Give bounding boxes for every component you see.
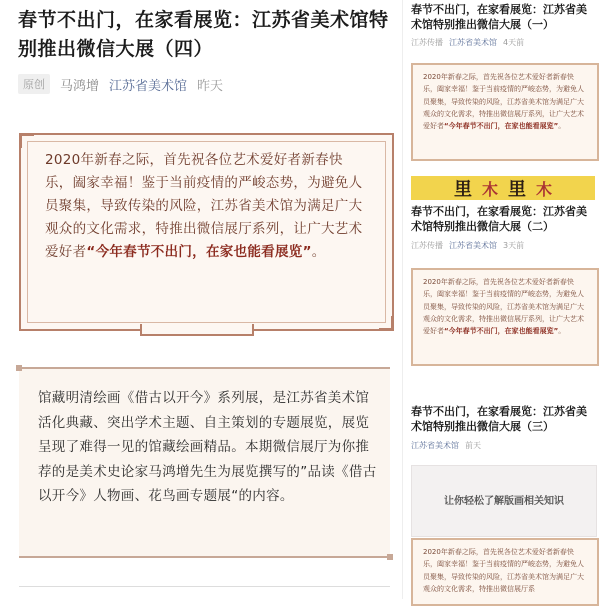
article-title: 春节不出门，在家看展览：江苏省美术馆特别推出微信大展（四）: [18, 9, 389, 60]
article-meta: [18, 73, 223, 95]
related-thumb-2[interactable]: [411, 268, 599, 366]
divider-dot: [16, 365, 22, 371]
paragraph-divider-top: [19, 367, 390, 369]
related-panel: [402, 0, 600, 599]
related-meta-1: 江苏传播 江苏省美术馆 4天前: [411, 38, 525, 47]
knowledge-label: 让你轻松了解版画相关知识: [444, 496, 564, 507]
divider-dot: [387, 554, 393, 560]
paragraph-divider-bottom: [19, 556, 390, 558]
article-paragraph: 馆藏明清绘画《借古以开今》系列展，是江苏省美术馆活化典藏、突出学术主题、自主策划的专题展览，展览呈现了难得一见的馆藏绘画精品。本期微信展厅为你推荐的是美术史论家马鸿增先生为展览撰写的”品读《借古以开今》人物画、花鸟画专题展“的内容。: [38, 390, 377, 504]
publish-time: 昨天: [197, 78, 224, 94]
original-badge: 原创: [18, 74, 50, 94]
bottom-divider: [19, 586, 390, 587]
account-link[interactable]: 江苏省美术馆: [109, 78, 188, 94]
knowledge-card[interactable]: [411, 465, 597, 537]
woodcut-banner[interactable]: 里 木 里 木: [411, 176, 595, 200]
related-title-1[interactable]: 春节不出门，在家看展览：江苏省美术馆特别推出微信大展（一）: [411, 3, 587, 31]
related-title-2[interactable]: 春节不出门，在家看展览：江苏省美术馆特别推出微信大展（二）: [411, 205, 587, 233]
related-title-3[interactable]: 春节不出门，在家看展览：江苏省美术馆特别推出微信大展（三）: [411, 405, 587, 433]
intro-frame-tab: [140, 324, 254, 336]
related-meta-3: 江苏省美术馆 前天: [411, 441, 481, 450]
intro-frame: [19, 133, 394, 331]
thumb-text: 2020年新春之际，首先祝各位艺术爱好者新春快乐，阖家幸福！鉴于当前疫情的严峻态势，为避免人员聚集，导致传染的风险，江苏省美术馆为满足广大观众的文化需求，特推出微信展厅系列，让广大艺术爱好者“今年春节不出门，在家也能看展览”。: [423, 278, 584, 336]
related-meta-2: 江苏传播 江苏省美术馆 3天前: [411, 241, 525, 250]
thumb-text: 2020年新春之际，首先祝各位艺术爱好者新春快乐，阖家幸福！鉴于当前疫情的严峻态势，为避免人员聚集，导致传染的风险，江苏省美术馆为满足广大观众的文化需求，特推出微信展厅系: [423, 548, 584, 593]
related-thumb-1[interactable]: [411, 63, 599, 161]
author-name[interactable]: 马鸿增: [60, 78, 100, 94]
related-thumb-3[interactable]: [411, 538, 599, 606]
intro-highlight: “今年春节不出门，在家也能看展览”: [86, 244, 312, 260]
intro-text: 2020年新春之际，首先祝各位艺术爱好者新春快乐，阖家幸福！鉴于当前疫情的严峻态势，为避免人员聚集，导致传染的风险，江苏省美术馆为满足广大观众的文化需求，特推出微信展厅系列，让广大艺术爱好者“今年春节不出门，在家也能看展览”。: [45, 152, 363, 260]
thumb-text: 2020年新春之际，首先祝各位艺术爱好者新春快乐，阖家幸福！鉴于当前疫情的严峻态势，为避免人员聚集，导致传染的风险，江苏省美术馆为满足广大观众的文化需求，特推出微信展厅系列，让广大艺术爱好者“今年春节不出门，在家也能看展览”。: [423, 73, 584, 131]
